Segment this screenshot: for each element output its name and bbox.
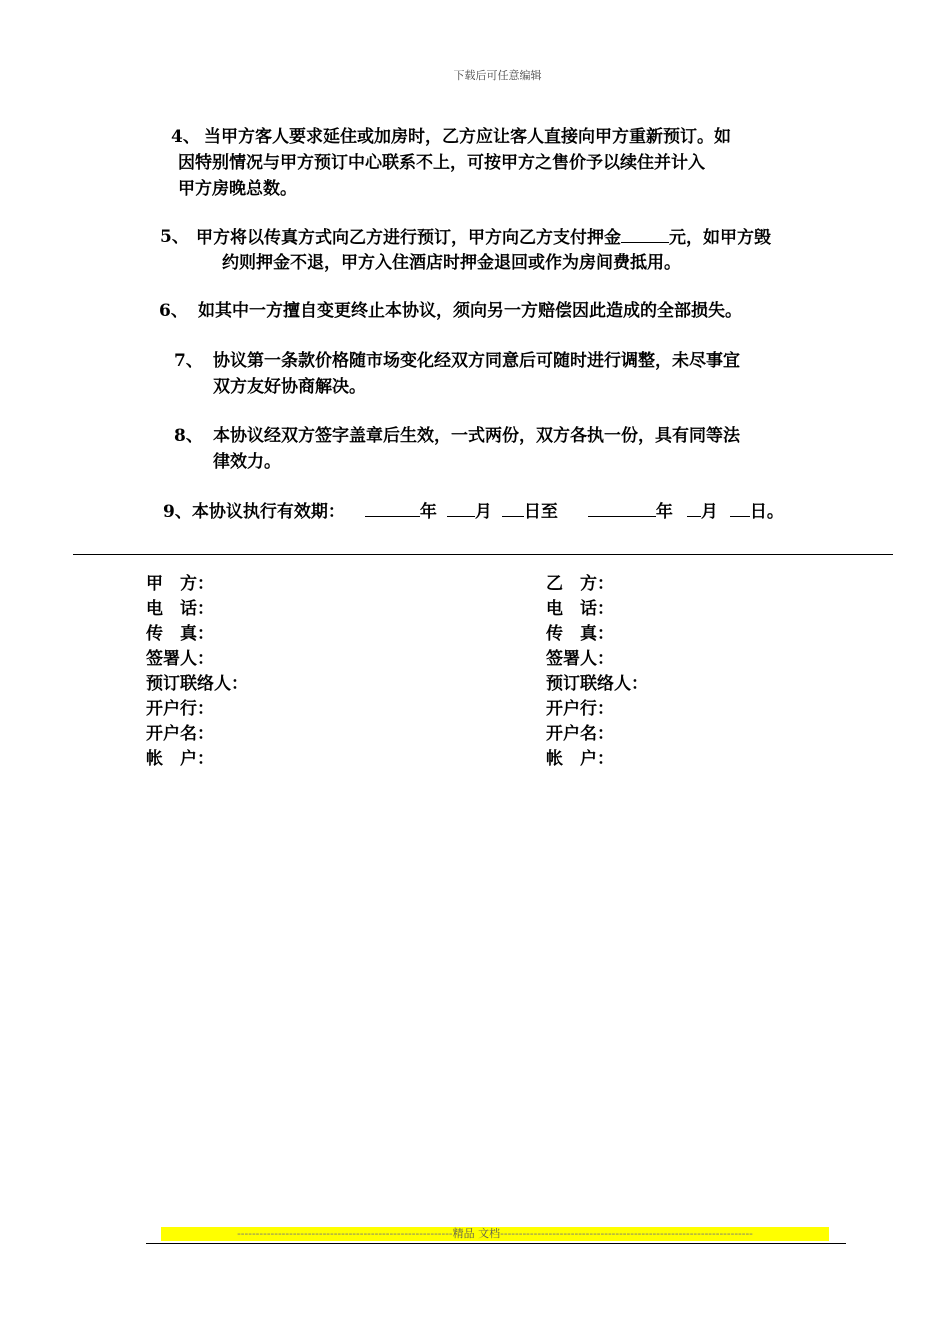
party-a-booking-contact: 预订联络人：	[146, 674, 248, 694]
day-label-1: 日至	[523, 502, 558, 522]
party-b-account: 帐 户：	[546, 749, 614, 769]
clause-8-line-2: 律效力。	[213, 452, 281, 472]
clause-5-number: 5、	[160, 227, 189, 247]
party-b-bank: 开户行：	[546, 699, 614, 719]
year-label-2: 年	[655, 502, 673, 522]
month-blank-2	[687, 498, 701, 517]
party-b-fax: 传 真：	[546, 624, 614, 644]
clause-5-text-a: 甲方将以传真方式向乙方进行预订，甲方向乙方支付押金	[196, 228, 621, 248]
clause-9-line	[163, 498, 784, 525]
deposit-blank	[621, 224, 669, 243]
footer-left-dashes: ----------------------------------------------------------	[237, 1227, 453, 1240]
clause-5-line-1	[196, 224, 771, 251]
clause-6-number: 6、	[159, 301, 188, 321]
party-a-block	[146, 572, 248, 772]
month-blank-1	[447, 498, 475, 517]
clause-8-line-1: 本协议经双方签字盖章后生效，一式两份，双方各执一份，具有同等法	[213, 426, 740, 446]
clause-9-prefix: 9、本协议执行有效期：	[163, 502, 345, 522]
clause-7-line-2: 双方友好协商解决。	[213, 377, 366, 397]
year-label-1: 年	[419, 502, 437, 522]
day-label-2: 日。	[749, 502, 784, 522]
party-b-booking-contact: 预订联络人：	[546, 674, 648, 694]
year-blank-2	[588, 498, 656, 517]
clause-4-line-2: 因特别情况与甲方预订中心联系不上，可按甲方之售价予以续住并计入	[178, 153, 705, 173]
footer-label: 精品 文档	[452, 1227, 501, 1240]
clause-5-text-b: 元，如甲方毁	[669, 228, 771, 248]
party-a-name: 甲 方：	[146, 574, 214, 594]
month-label-2: 月	[700, 502, 718, 522]
clause-5-line-2: 约则押金不退，甲方入住酒店时押金退回或作为房间费抵用。	[222, 253, 681, 273]
party-a-phone: 电 话：	[146, 599, 214, 619]
day-blank-1	[502, 498, 524, 517]
party-b-block	[546, 572, 648, 772]
month-label-1: 月	[474, 502, 492, 522]
clause-7-line-1: 协议第一条款价格随市场变化经双方同意后可随时进行调整，未尽事宜	[213, 351, 740, 371]
clause-6-line-1: 如其中一方擅自变更终止本协议，须向另一方赔偿因此造成的全部损失。	[198, 301, 742, 321]
clause-8-number: 8、	[174, 426, 203, 446]
clause-4-number: 4、	[171, 127, 200, 147]
year-blank-1	[365, 498, 420, 517]
party-b-name: 乙 方：	[546, 574, 614, 594]
footer-right-dashes: --------------------------------------------------------------------	[500, 1227, 753, 1240]
party-a-bank: 开户行：	[146, 699, 214, 719]
party-b-phone: 电 话：	[546, 599, 614, 619]
party-b-signer: 签署人：	[546, 649, 614, 669]
party-a-signer: 签署人：	[146, 649, 214, 669]
party-a-account: 帐 户：	[146, 749, 214, 769]
header-note: 下载后可任意编辑	[453, 69, 542, 82]
clause-4-line-1: 当甲方客人要求延住或加房时，乙方应让客人直接向甲方重新预订。如	[204, 127, 731, 147]
clause-4-line-3: 甲方房晚总数。	[178, 179, 297, 199]
party-a-fax: 传 真：	[146, 624, 214, 644]
party-b-account-name: 开户名：	[546, 724, 614, 744]
section-divider	[73, 554, 893, 555]
clause-7-number: 7、	[174, 351, 203, 371]
day-blank-2	[730, 498, 750, 517]
party-a-account-name: 开户名：	[146, 724, 214, 744]
footer-rule	[146, 1243, 846, 1244]
footer-highlight-bar	[161, 1227, 829, 1241]
